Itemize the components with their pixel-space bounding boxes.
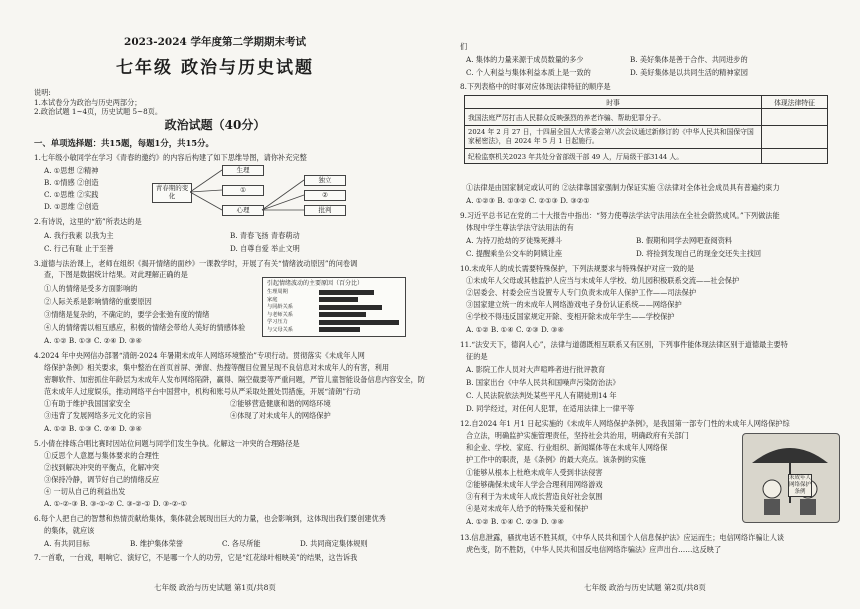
q8-options: A. ①②③ B. ①③② C. ②①③ D. ③②① <box>466 196 590 205</box>
q10-options: A. ①② B. ①④ C. ②③ D. ③④ <box>466 325 564 334</box>
q11-option-c: C. 人民法院依法判处某些平凡人有期徒刑14 年 <box>466 391 617 400</box>
q12-statement-4: ④是对未成年人给予的特殊关爱和保护 <box>466 504 589 513</box>
table-cell-blank <box>762 149 828 164</box>
q4-statement-3: ③违背了发展网络多元文化的宗旨 <box>44 411 152 420</box>
q7-option-b: B. 美好集体是善于合作、共同进步的 <box>630 55 748 64</box>
question-7: 7.一首歌，一台戏，唱响它、演好它，不是哪一个人的功劳，它是“红花绿叶相映美”的结果，这告诉我 <box>34 553 358 562</box>
note-1: 1.本试卷分为政治与历史两部分； <box>34 98 142 107</box>
q12-statement-2: ②能够确保未成年人学会合理利用网络游戏 <box>466 480 603 489</box>
section-title: 政治试题（40分） <box>164 118 266 132</box>
question-4-line-2: 络保护条例》相关要求，集中整治在首页首屏、弹窗、热搜等醒目位置呈现不良信息对未成年人的有害，利用 <box>44 363 390 372</box>
page-footer-2: 七年级 政治与历史试题 第2页/共8页 <box>584 583 706 592</box>
q7-option-a: A. 集体的力量来源于成员数量的多少 <box>466 55 584 64</box>
question-13: 13.信息泄露，骚扰电话不胜其烦，《中华人民共和国个人信息保护法》应运而生；电信网络诈骗让人谈 <box>460 533 785 542</box>
mindmap-independent: 独立 <box>304 175 346 186</box>
question-12-line-4: 护工作中的职责，是《条例》的最大亮点。该条例的实施 <box>466 455 646 464</box>
chart-category-label: 家庭 <box>267 296 278 303</box>
table-cell-event: 2024 年 2 月 27 日，十四届全国人大常委会第八次会议通过新修订的《中华人民共和国保守国家秘密法》，自 2024 年 5 月 1 日起施行。 <box>465 126 762 149</box>
mindmap-critical: 批判 <box>304 205 346 216</box>
q1-option-d: D. ①思维 ②创造 <box>44 202 99 211</box>
q6-option-b: B. 维护集体荣誉 <box>130 539 183 548</box>
chart-bar <box>319 290 374 295</box>
q3-statement-1: ①人的情绪是受多方面影响的 <box>44 284 138 293</box>
chart-category-label: 学习压力 <box>267 319 288 325</box>
q5-step-1: ①反思个人意愿与集体要求的合理性 <box>44 451 160 460</box>
chart-bar <box>319 327 360 332</box>
mindmap-blank-1: ① <box>222 185 264 196</box>
q11-option-a: A. 影院工作人员对大声喧哗者进行批评教育 <box>466 365 606 374</box>
chart-bar <box>319 297 358 302</box>
question-6-cont: 的集体，就应该 <box>44 526 95 535</box>
question-4: 4.2024 年中央网信办部署“清朗·2024 年暑期未成年人网络环境整治”专项行动。贯彻落实《未成年人网 <box>34 351 365 360</box>
mindmap-connectors <box>190 160 310 220</box>
mindmap-center: 青春期的变化 <box>152 183 192 203</box>
mindmap-psychology: 心理 <box>222 205 264 216</box>
chart-title: 引起情绪波动的主要原因（百分比） <box>267 280 364 287</box>
q10-statement-2: ②居委会、村委会应当设置专人专门负责未成年人保护工作——司法保护 <box>466 288 697 297</box>
question-12-line-3: 和企业、学校、家庭、行业组织、新闻媒体等在未成年人网络保 <box>466 443 668 452</box>
q2-option-b: B. 青春飞扬 青春萌动 <box>230 231 300 240</box>
q10-statement-3: ③国家建立统一的未成年人网络游戏电子身份认证系统——网络保护 <box>466 300 682 309</box>
notes-label: 说明: <box>34 88 51 97</box>
chart-bar <box>319 320 399 325</box>
question-3-cont: 查，下图是数据统计结果。对此理解正确的是 <box>44 270 188 279</box>
question-6: 6.每个人把自己的智慧和热情贡献给集体，集体就会展现出巨大的力量，也会影响到，这体现出我们要创建优秀 <box>34 514 386 523</box>
q6-option-a: A. 有共同目标 <box>44 539 90 548</box>
chart-bar <box>319 312 366 317</box>
q3-statement-2: ②人际关系是影响情绪的重要原因 <box>44 297 152 306</box>
question-5: 5.小倩在排练合唱比赛时因站位问题与同学们发生争执。化解这一冲突的合理路径是 <box>34 439 300 448</box>
question-2: 2.有诗说，这里的“筋”所表达的是 <box>34 217 142 226</box>
question-1: 1.七年级小敏同学在学习《青春的邀约》的内容后构建了如下思维导图，请你补充完整 <box>34 153 307 162</box>
q3-statement-4: ④人的情绪需以相互感应，积极的情绪会带给人美好的情感体验 <box>44 323 246 332</box>
subject-title: 七年级 政治与历史试题 <box>116 58 314 78</box>
q5-options: A. ①-②-③ B. ③-①-② C. ③-②-① D. ③-②-① <box>44 499 188 508</box>
question-10: 10.未成年人的成长需要特殊保护，下列法规要求与特殊保护对应一致的是 <box>460 264 695 273</box>
table-header-feature: 体现法律特征 <box>762 96 828 109</box>
q3-options: A. ①② B. ①③ C. ②④ D. ③④ <box>44 336 142 345</box>
q4-statement-4: ④体现了对未成年人的网络保护 <box>230 411 331 420</box>
q11-option-d: D. 同学经过，对任何人犯罪，在适用法律上一律平等 <box>466 404 635 413</box>
q10-statement-1: ①未成年人父母或其他监护人应当与未成年人学校、幼儿园积极联系交流——社会保护 <box>466 276 740 285</box>
exam-page-2 <box>430 0 860 609</box>
question-9: 9.习近平总书记在党的二十大报告中指出：“努力使尊法学法守法用法在全社会蔚然成风。”下列做法能 <box>460 211 780 220</box>
table-row <box>465 109 828 126</box>
mindmap-physiology: 生理 <box>222 165 264 176</box>
illustration-caption: 未成年人网络保护条例 <box>789 475 812 495</box>
table-header-row <box>465 96 828 109</box>
q12-options: A. ①② B. ①④ C. ②③ D. ③④ <box>466 517 564 526</box>
question-12: 12.自2024 年1 月1 日起实施的《未成年人网络保护条例》，是我国第一部专门性的未成年人网络保护综 <box>460 419 790 428</box>
question-3: 3.道德与法治课上，老师在组织《揭开情绪的面纱》一课教学时，开展了有关“情绪波动原因”的问卷调 <box>34 259 358 268</box>
q4-statement-1: ①有助于维护我国国家安全 <box>44 399 131 408</box>
chart-category-label: 与老师关系 <box>267 311 293 318</box>
q6-option-c: C. 各尽所能 <box>222 539 261 548</box>
q5-step-2: ②找到解决冲突的平衡点，化解冲突 <box>44 463 160 472</box>
chart-bar <box>319 305 382 310</box>
q2-option-c: C. 行己有耻 止于至善 <box>44 244 114 253</box>
question-11-cont: 征的是 <box>466 352 488 361</box>
q2-option-d: D. 自尊自爱 举止文明 <box>230 244 300 253</box>
question-4-line-3: 密聊软件、加密抓住年龄层为未成年人发布网络陷阱，赢得、隔空截要等严重问题，严管儿童智能设备信息内容安全，防 <box>44 375 425 384</box>
q8-statements: ①法律是由国家制定或认可的 ②法律靠国家强制力保证实施 ③法律对全体社会成员具有普遍约束力 <box>466 183 780 192</box>
law-feature-table <box>464 95 828 164</box>
emotion-survey-chart <box>262 277 406 337</box>
mindmap-blank-2: ② <box>304 190 346 201</box>
q9-option-a: A. 为持刀抢劫的歹徒殊死搏斗 <box>466 236 563 245</box>
q2-option-a: A. 我行我素 以我为主 <box>44 231 114 240</box>
q7-option-c: C. 个人利益与集体利益本质上是一致的 <box>466 68 591 77</box>
q3-statement-3: ③情绪是复杂的，不确定的，要学会张弛有度的情绪 <box>44 310 210 319</box>
q6-option-d: D. 共同商定集体规则 <box>300 539 368 548</box>
question-9-cont: 体现中学生尊法学法守法用法的有 <box>466 223 574 232</box>
table-cell-event: 纪检监察机关2023 年共处分省部级干部 49 人，厅局级干部3144 人。 <box>465 149 762 164</box>
question-8: 8.下列表格中的时事对应体现法律特征的顺序是 <box>460 82 611 91</box>
q4-options: A. ①② B. ①③ C. ②④ D. ③④ <box>44 424 142 433</box>
table-row <box>465 149 828 164</box>
q12-statement-1: ①能够从根本上杜绝未成年人受到非法侵害 <box>466 468 603 477</box>
question-4-line-4: 范未成年人过度娱乐，推动网络平台中国营中，机构和账号从严采取处置处罚措施，开展“清朗”行动 <box>44 387 361 396</box>
q4-statement-2: ②能够营造健康和谐的网络环境 <box>230 399 331 408</box>
question-11: 11.“法安天下，德润人心”，法律与道德既相互联系又有区别，下列事件能体现法律区别于道德最主要特 <box>460 340 788 349</box>
exam-title: 2023-2024 学年度第二学期期末考试 <box>124 36 306 48</box>
q5-step-4: ④ 一切从自己的利益出发 <box>44 487 126 496</box>
q1-option-b: B. ①情感 ②创造 <box>44 178 99 187</box>
table-cell-blank <box>762 126 828 149</box>
part1-heading: 一、单项选择题：共15题，每题1分，共15分。 <box>34 138 214 148</box>
table-cell-event: 我国法庭严厉打击人民群众反映强烈的养老诈骗、帮助犯罪分子。 <box>465 109 762 126</box>
chart-category-label: 与同龄关系 <box>267 304 293 310</box>
chart-category-label: 生理周期 <box>267 289 288 295</box>
question-13-cont: 虎色变，防不胜防，《中华人民共和国反电信网络诈骗法》应声出台……这反映了 <box>466 545 722 554</box>
q10-statement-4: ④学校不得违反国家规定开除、变相开除未成年学生——学校保护 <box>466 312 675 321</box>
q1-option-a: A. ①思想 ②精神 <box>44 166 99 175</box>
chart-category-label: 与父母关系 <box>267 326 293 333</box>
q9-option-b: B. 假期和同学去网吧查阅资料 <box>636 236 733 245</box>
q7-continuation: 们 <box>460 42 468 51</box>
q5-step-3: ③保持冷静，调节好自己的情绪反应 <box>44 475 160 484</box>
q7-option-d: D. 美好集体是以共同生活的精神家园 <box>630 68 748 77</box>
q9-option-d: D. 将捡到发现自己的现金交还失主找回 <box>636 249 762 258</box>
q9-option-c: C. 提醒乘坐公交车的阿姨让座 <box>466 249 563 258</box>
q11-option-b: B. 国家出台《中华人民共和国噪声污染防治法》 <box>466 378 620 387</box>
question-12-line-2: 合立法，明确监护实施管理责任，坚持社会共治用，明确政府有关部门 <box>466 431 689 440</box>
q1-option-c: C. ①思维 ②实践 <box>44 190 99 199</box>
table-row <box>465 126 828 149</box>
table-cell-blank <box>762 109 828 126</box>
page-footer-1: 七年级 政治与历史试题 第1页/共8页 <box>154 583 276 592</box>
table-header-event: 时事 <box>465 96 762 109</box>
q12-statement-3: ③有利于为未成年人成长营造良好社会氛围 <box>466 492 603 501</box>
note-2: 2.政治试题 1~4页，历史试题 5~8页。 <box>34 107 163 116</box>
